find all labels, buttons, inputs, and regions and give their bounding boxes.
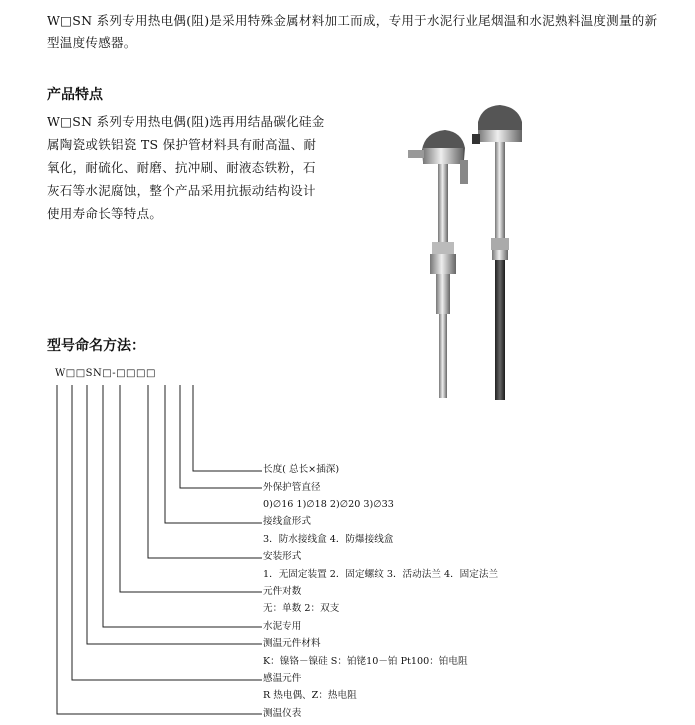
label-instrument: 测温仪表 bbox=[263, 708, 302, 719]
label-material-options: K：镍铬－镍硅 S：铂铑10－铂 Pt100：铂电阻 bbox=[263, 656, 468, 667]
label-install-options: 1．无固定装置 2．固定螺纹 3．活动法兰 4．固定法兰 bbox=[263, 569, 499, 580]
label-element-pairs-options: 无：单数 2：双支 bbox=[263, 603, 340, 614]
label-element-pairs: 元件对数 bbox=[263, 586, 302, 597]
features-paragraph: W□SN 系列专用热电偶(阻)选再用结晶碳化硅金属陶瓷或铁铝瓷 TS 保护管材料具有耐高温、耐氧化，耐硫化、耐磨、抗冲刷、耐液态铁粉，石灰石等水泥腐蚀，整个产品采用抗振动结构设计使用寿命长等特点。 bbox=[47, 114, 325, 221]
label-sensing-element: 感温元件 bbox=[263, 673, 302, 684]
label-diameter-options: 0)∅16 1)∅18 2)∅20 3)∅33 bbox=[263, 499, 394, 510]
label-junction-box-type: 接线盒形式 bbox=[263, 516, 311, 527]
model-heading: 型号命名方法： bbox=[47, 338, 145, 354]
label-install-type: 安装形式 bbox=[263, 551, 302, 562]
label-element-material: 测温元件材料 bbox=[263, 638, 321, 649]
label-cement-special: 水泥专用 bbox=[263, 621, 302, 632]
model-code: W□□SN□-□□□□ bbox=[55, 368, 156, 379]
label-outer-tube-diameter: 外保护管直径 bbox=[263, 482, 321, 493]
features-heading: 产品特点 bbox=[47, 87, 103, 103]
intro-paragraph: W□SN 系列专用热电偶(阻)是采用特殊金属材料加工而成，专用于水泥行业尾烟温和水泥熟料温度测量的新型温度传感器。 bbox=[47, 13, 658, 50]
label-junction-box-options: 3．防水接线盒 4．防爆接线盒 bbox=[263, 534, 394, 545]
label-length: 长度( 总长×插深) bbox=[263, 464, 340, 475]
label-sensing-options: R 热电偶、Z：热电阻 bbox=[263, 690, 357, 701]
